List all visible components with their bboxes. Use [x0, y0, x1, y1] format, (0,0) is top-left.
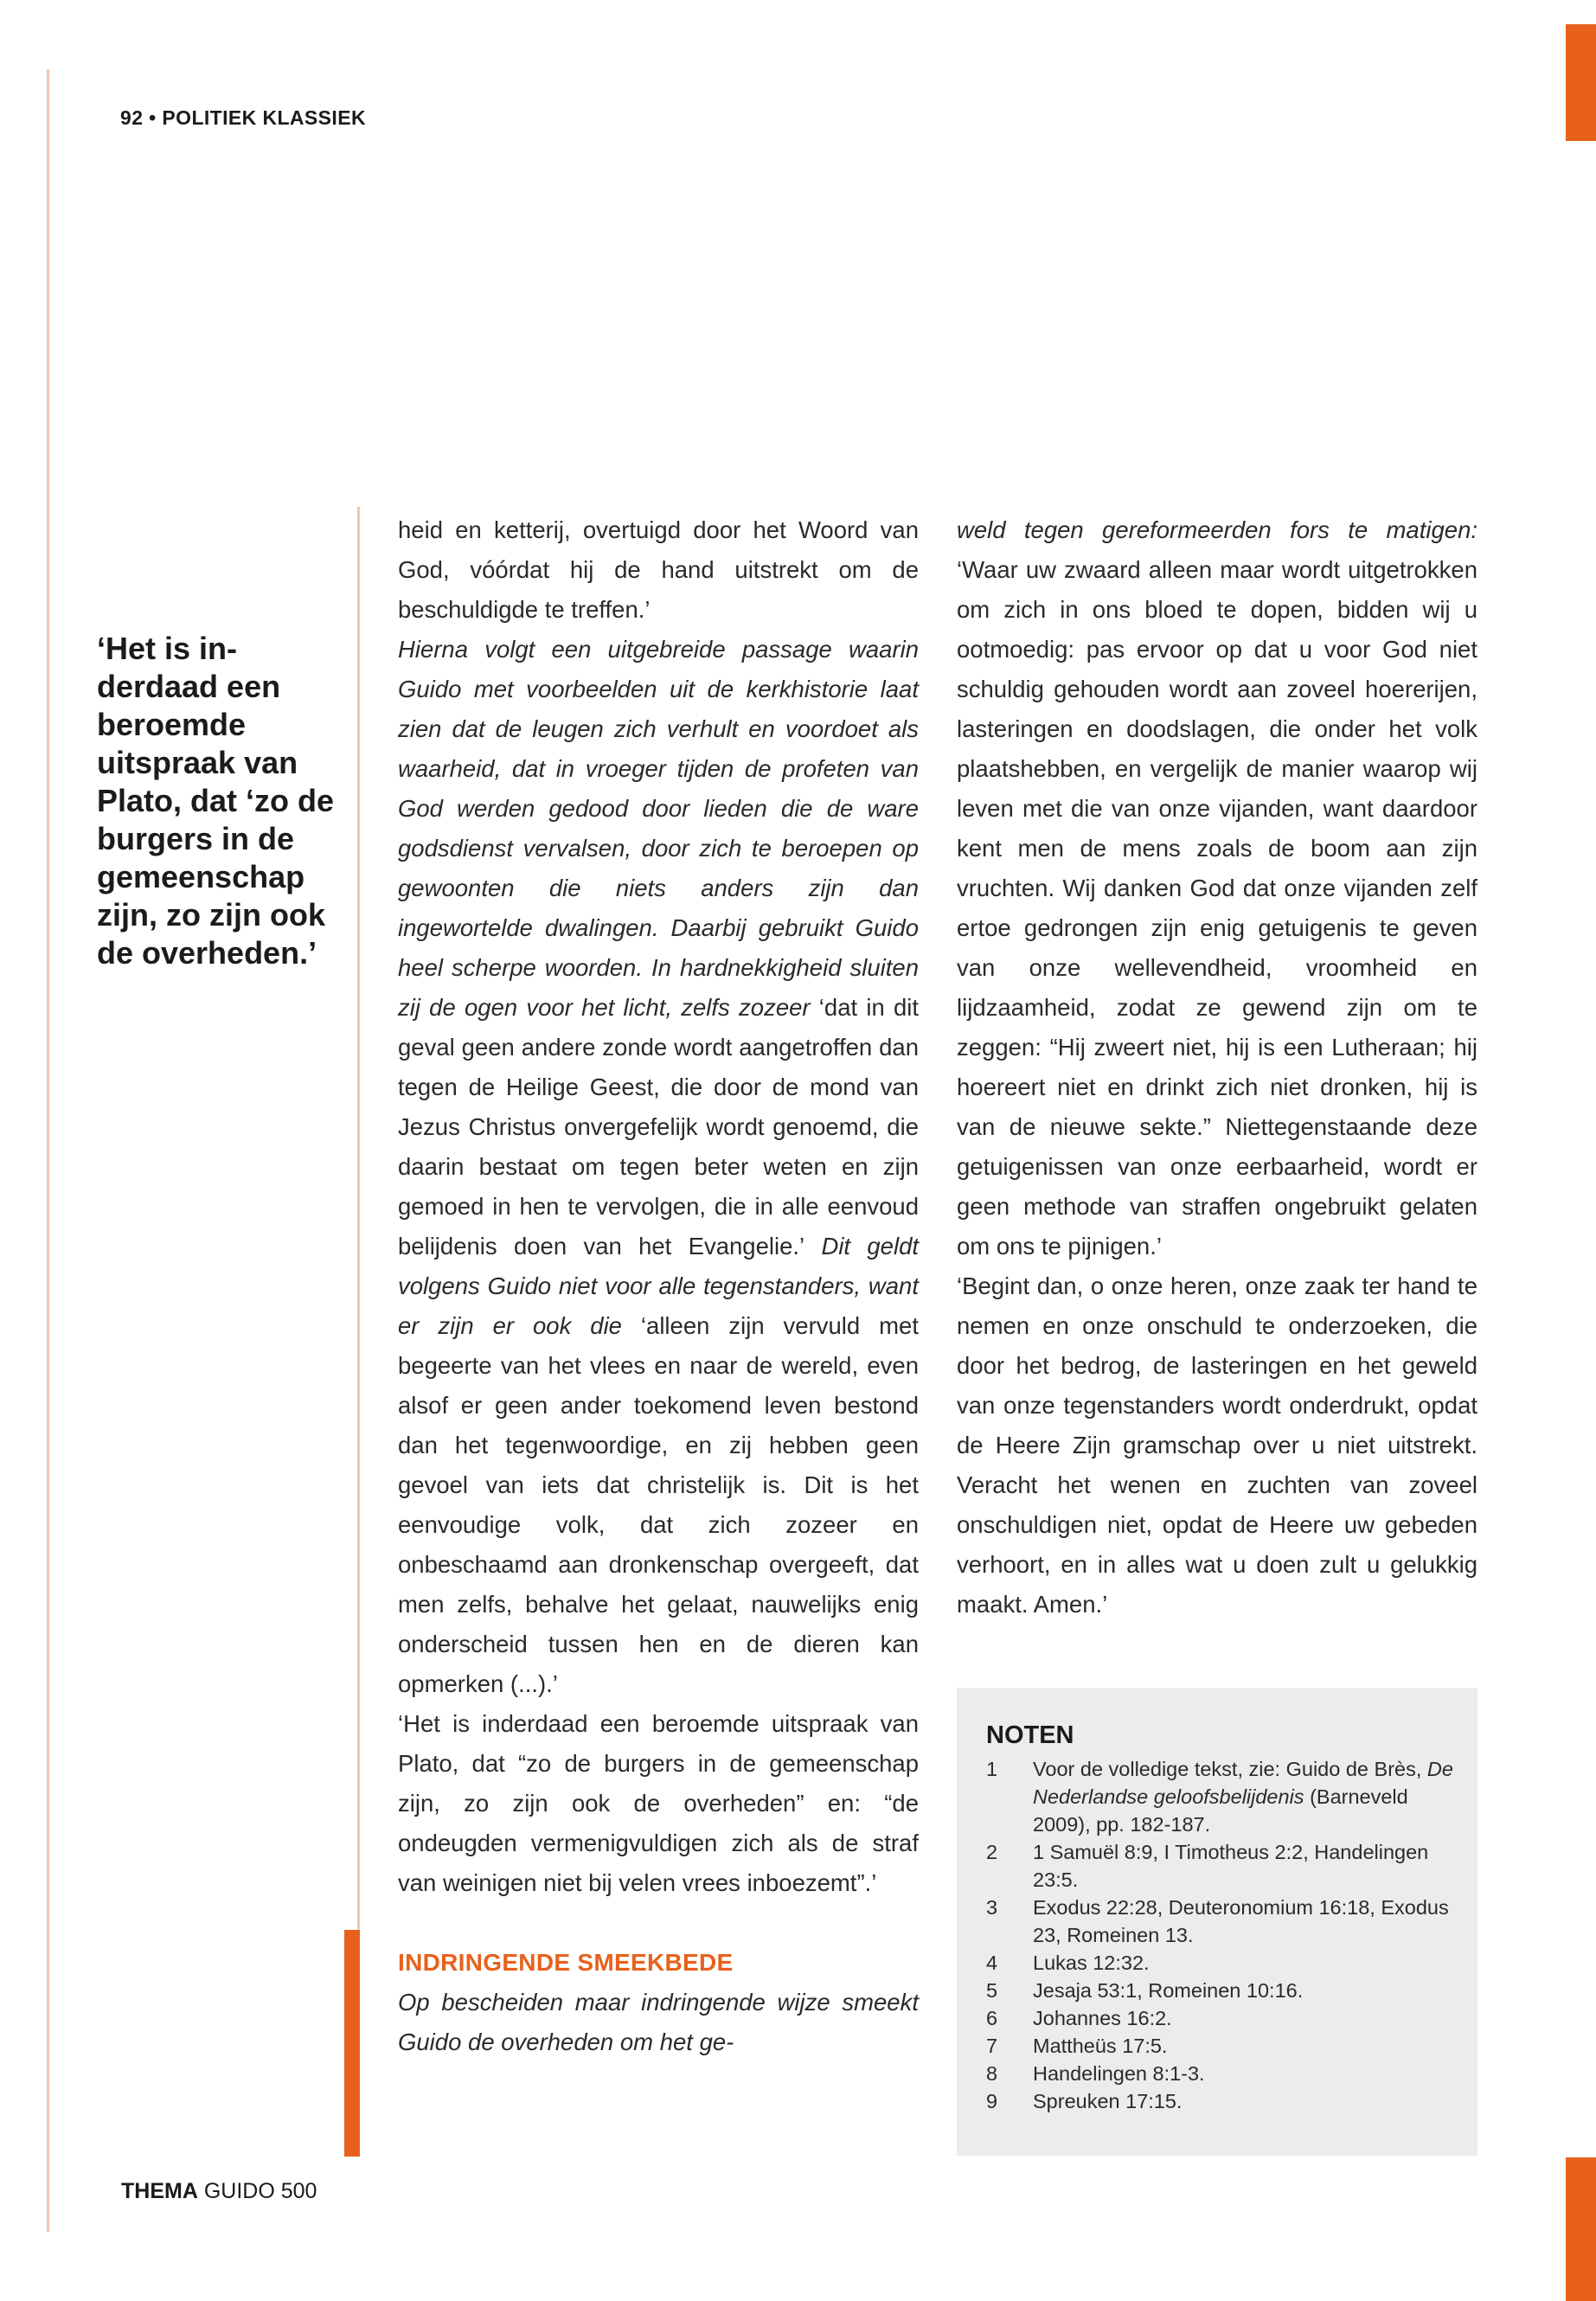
footer	[121, 2179, 317, 2204]
note-text	[1033, 2004, 1453, 2032]
pull-quote: ‘Het is in-derdaad een beroemde uitspraak van Plato, dat ‘zo de burgers in de gemeenschap zijn, zo zijn ook de overheden.’	[97, 631, 335, 971]
notes-box	[957, 1688, 1477, 2156]
notes-title: NOTEN	[986, 1721, 1074, 1749]
note-text-part: Jesaja 53:1, Romeinen 10:16.	[1033, 1979, 1304, 2002]
note-number: 3	[986, 1896, 998, 1919]
note-item	[986, 1949, 1453, 1977]
note-number: 5	[986, 1979, 998, 2002]
text-column-2	[957, 510, 1477, 1625]
paragraph: ‘Het is inderdaad een beroemde uitspraak van Plato, dat “zo de burgers in de gemeenschap zijn, zo zijn ook de overheden” en: “de ondeugden vermenigvuldigen zich als de straf van weinigen niet bij velen vrees inboezemt”.’	[398, 1710, 919, 1896]
pull-quote-rule-accent	[344, 1930, 360, 2157]
paragraph: Op bescheiden maar indringende wijze smeekt Guido de overheden om het ge-	[398, 1989, 919, 2055]
note-text-part: Spreuken 17:15.	[1033, 2090, 1183, 2112]
note-text	[1033, 2032, 1453, 2060]
quoted-text: ‘Waar uw zwaard alleen maar wordt uitgetrokken om zich in ons bloed te dopen, bidden wij u ootmoedig: pas ervoor op dat u voor God niet schuldig gehouden wordt aan zoveel hoererijen, lasteringen en doodslagen, die onder het volk plaatshebben, en vergelijk de manier waarop wij leven met die van onze vijanden, want daardoor kent men de mens zoals de boom aan zijn vruchten. Wij danken God dat onze vijanden zelf ertoe gedrongen zijn enig getuigenis te geven van onze wellevendheid, vroomheid en lijdzaamheid, zodat ze gewend zijn om te zeggen: “Hij zweert niet, hij is een Lutheraan; hij hoereert niet en drinkt zich niet dronken, hij is van de nieuwe sekte.” Niettegenstaande deze getuigenissen van onze eerbaarheid, wordt er geen methode van straffen ongebruikt gelaten om ons te pijnigen.’	[957, 556, 1477, 1259]
running-head: 92 • POLITIEK KLASSIEK	[120, 106, 366, 129]
note-number: 2	[986, 1841, 998, 1863]
note-item	[986, 1977, 1453, 2004]
note-number: 4	[986, 1952, 998, 1974]
note-item	[986, 1894, 1453, 1949]
italic-text: weld tegen gereformeerden fors te matigen:	[957, 516, 1477, 543]
quoted-text: ‘alleen zijn vervuld met begeerte van het vlees en naar de wereld, even alsof er geen ander toekomend leven bestond dan het tegenwoordige, en zij hebben geen gevoel van iets dat christelijk is. Dit is het eenvoudige volk, dat zich zozeer en onbeschaamd aan dronkenschap overgeeft, dat men zelfs, behalve het gelaat, nauwelijks enig onderscheid tussen hen en de dieren kan opmerken (...).’	[398, 1312, 919, 1697]
orange-page-tab-bottom	[1566, 2157, 1596, 2301]
note-item	[986, 2004, 1453, 2032]
left-margin-rule	[47, 69, 49, 2232]
paragraph	[398, 630, 919, 1704]
note-text-part: Handelingen 8:1-3.	[1033, 2062, 1205, 2085]
pull-quote-rule	[357, 507, 360, 1930]
paragraph: heid en ketterij, overtuigd door het Woord van God, vóórdat hij de hand uitstrekt om de beschuldigde te treffen.’	[398, 516, 919, 623]
quoted-text: ‘dat in dit geval geen andere zonde wordt aangetroffen dan tegen de Heilige Geest, die door de mond van Jezus Christus onvergefelijk wordt genoemd, die daarin bestaat om tegen beter weten en zijn gemoed in hen te vervolgen, die in alle eenvoud belijdenis doen van het Evangelie.’	[398, 994, 919, 1259]
paragraph	[957, 510, 1477, 1266]
note-text	[1033, 1977, 1453, 2004]
note-text	[1033, 1949, 1453, 1977]
note-text-part: 1 Samuël 8:9, I Timotheus 2:2, Handelingen 23:5.	[1033, 1841, 1429, 1891]
note-text	[1033, 1838, 1453, 1894]
note-text	[1033, 2060, 1453, 2087]
note-text	[1033, 1894, 1453, 1949]
note-item	[986, 1838, 1453, 1894]
text-column-1	[398, 510, 919, 2062]
note-item	[986, 1755, 1453, 1838]
note-text	[1033, 2087, 1453, 2115]
note-item	[986, 2087, 1453, 2115]
orange-page-tab-top	[1566, 24, 1596, 141]
section-heading: INDRINGENDE SMEEKBEDE	[398, 1949, 734, 1976]
note-italic-text: De Nederlandse geloofsbelijdenis	[1033, 1758, 1453, 1808]
note-number: 6	[986, 2007, 998, 2029]
italic-text: Dit geldt volgens Guido niet voor alle tegenstanders, want er zijn er ook die	[398, 1233, 920, 1339]
note-text-part: Lukas 12:32.	[1033, 1952, 1150, 1974]
note-text-part: Voor de volledige tekst, zie: Guido de Brès,	[1033, 1758, 1427, 1780]
note-number: 8	[986, 2062, 998, 2085]
note-number: 9	[986, 2090, 998, 2112]
note-number: 7	[986, 2035, 998, 2057]
paragraph: ‘Begint dan, o onze heren, onze zaak ter hand te nemen en onze onschuld te onderzoeken, die door het bedrog, de lasteringen en het geweld van onze tegenstanders wordt onderdrukt, opdat de Heere Zijn gramschap over u niet uitstrekt. Veracht het wenen en zuchten van zoveel onschuldigen niet, opdat de Heere uw gebeden verhoort, en in alles wat u doen zult u gelukkig maakt. Amen.’	[957, 1272, 1477, 1618]
note-text	[1033, 1755, 1453, 1838]
note-text-part: Exodus 22:28, Deuteronomium 16:18, Exodus 23, Romeinen 13.	[1033, 1896, 1449, 1946]
footer-brand: THEMA	[121, 2179, 198, 2203]
footer-title: GUIDO 500	[197, 2179, 317, 2203]
note-text-part: Johannes 16:2.	[1033, 2007, 1172, 2029]
note-number: 1	[986, 1758, 998, 1780]
note-text-part: Mattheüs 17:5.	[1033, 2035, 1168, 2057]
note-item	[986, 2060, 1453, 2087]
italic-text: Hierna volgt een uitgebreide passage waarin Guido met voorbeelden uit de kerkhistorie laat zien dat de leugen zich verhult en voordoet als waarheid, dat in vroeger tijden de profeten van God werden gedood door lieden die de ware godsdienst vervalsen, door zich te beroepen op gewoonten die niets anders zijn dan ingewortelde dwalingen. Daarbij gebruikt Guido heel scherpe woorden. In hardnekkigheid sluiten zij de ogen voor het licht, zelfs zozeer	[398, 636, 919, 1021]
notes-list	[986, 1755, 1453, 2115]
note-text-part: (Barneveld 2009), pp. 182-187.	[1033, 1785, 1408, 1836]
note-item	[986, 2032, 1453, 2060]
